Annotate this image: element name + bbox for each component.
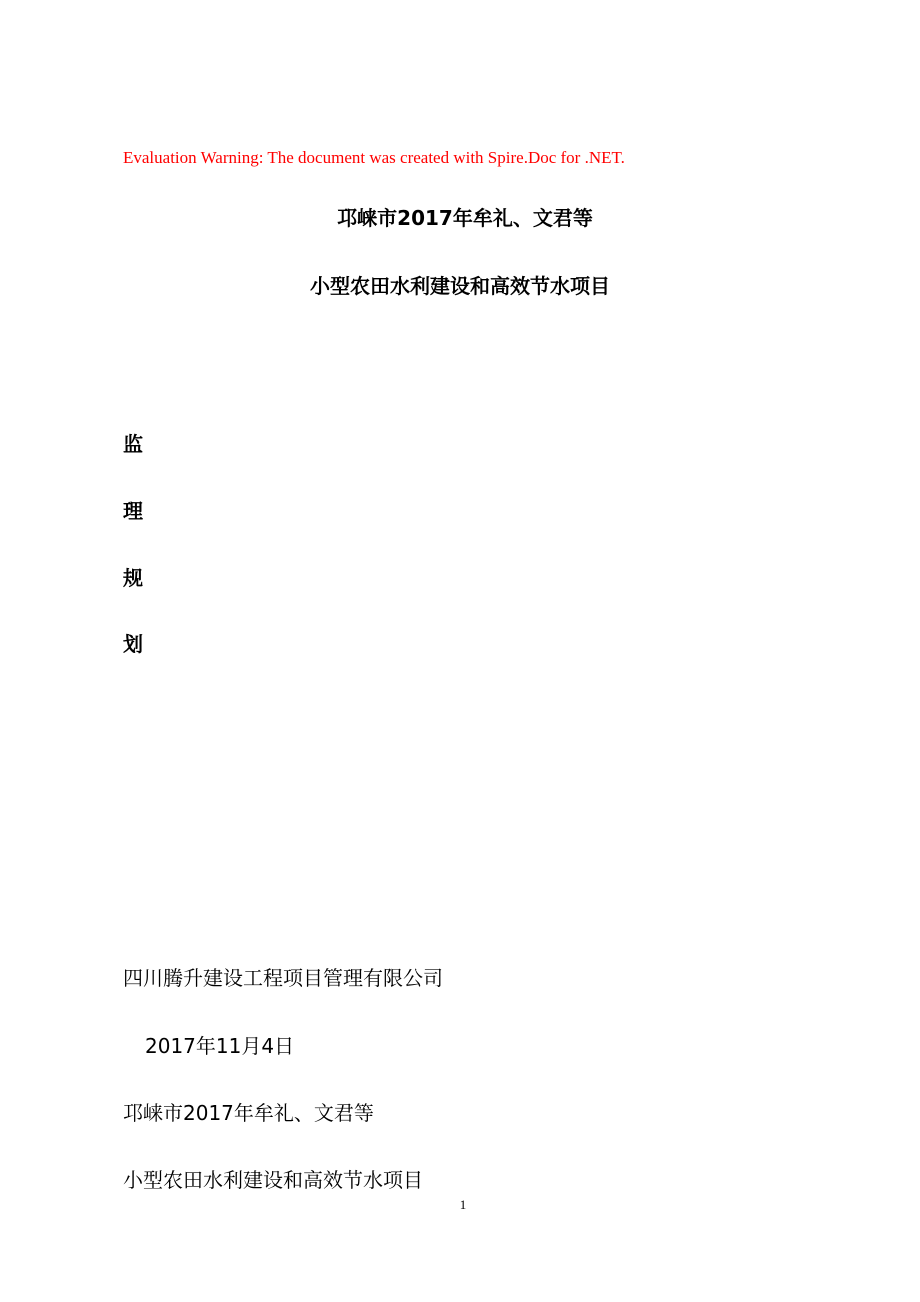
vertical-title-char-3: 规: [123, 566, 143, 590]
vertical-title-char-4: 划: [123, 632, 143, 656]
vertical-title-char-2: 理: [123, 499, 143, 523]
body-title-line-2: 小型农田水利建设和高效节水项目: [123, 1168, 423, 1192]
company-name: 四川腾升建设工程项目管理有限公司: [123, 966, 443, 990]
cover-title-line-1: 邛崃市2017年牟礼、文君等: [337, 206, 593, 230]
evaluation-warning: Evaluation Warning: The document was created with Spire.Doc for .NET.: [123, 148, 625, 167]
cover-title-line-2: 小型农田水利建设和高效节水项目: [310, 274, 610, 298]
body-title-line-1: 邛崃市2017年牟礼、文君等: [123, 1101, 374, 1125]
vertical-title-char-1: 监: [123, 432, 143, 456]
document-date: 2017年11月4日: [145, 1034, 295, 1058]
page-number: 1: [459, 1197, 467, 1212]
